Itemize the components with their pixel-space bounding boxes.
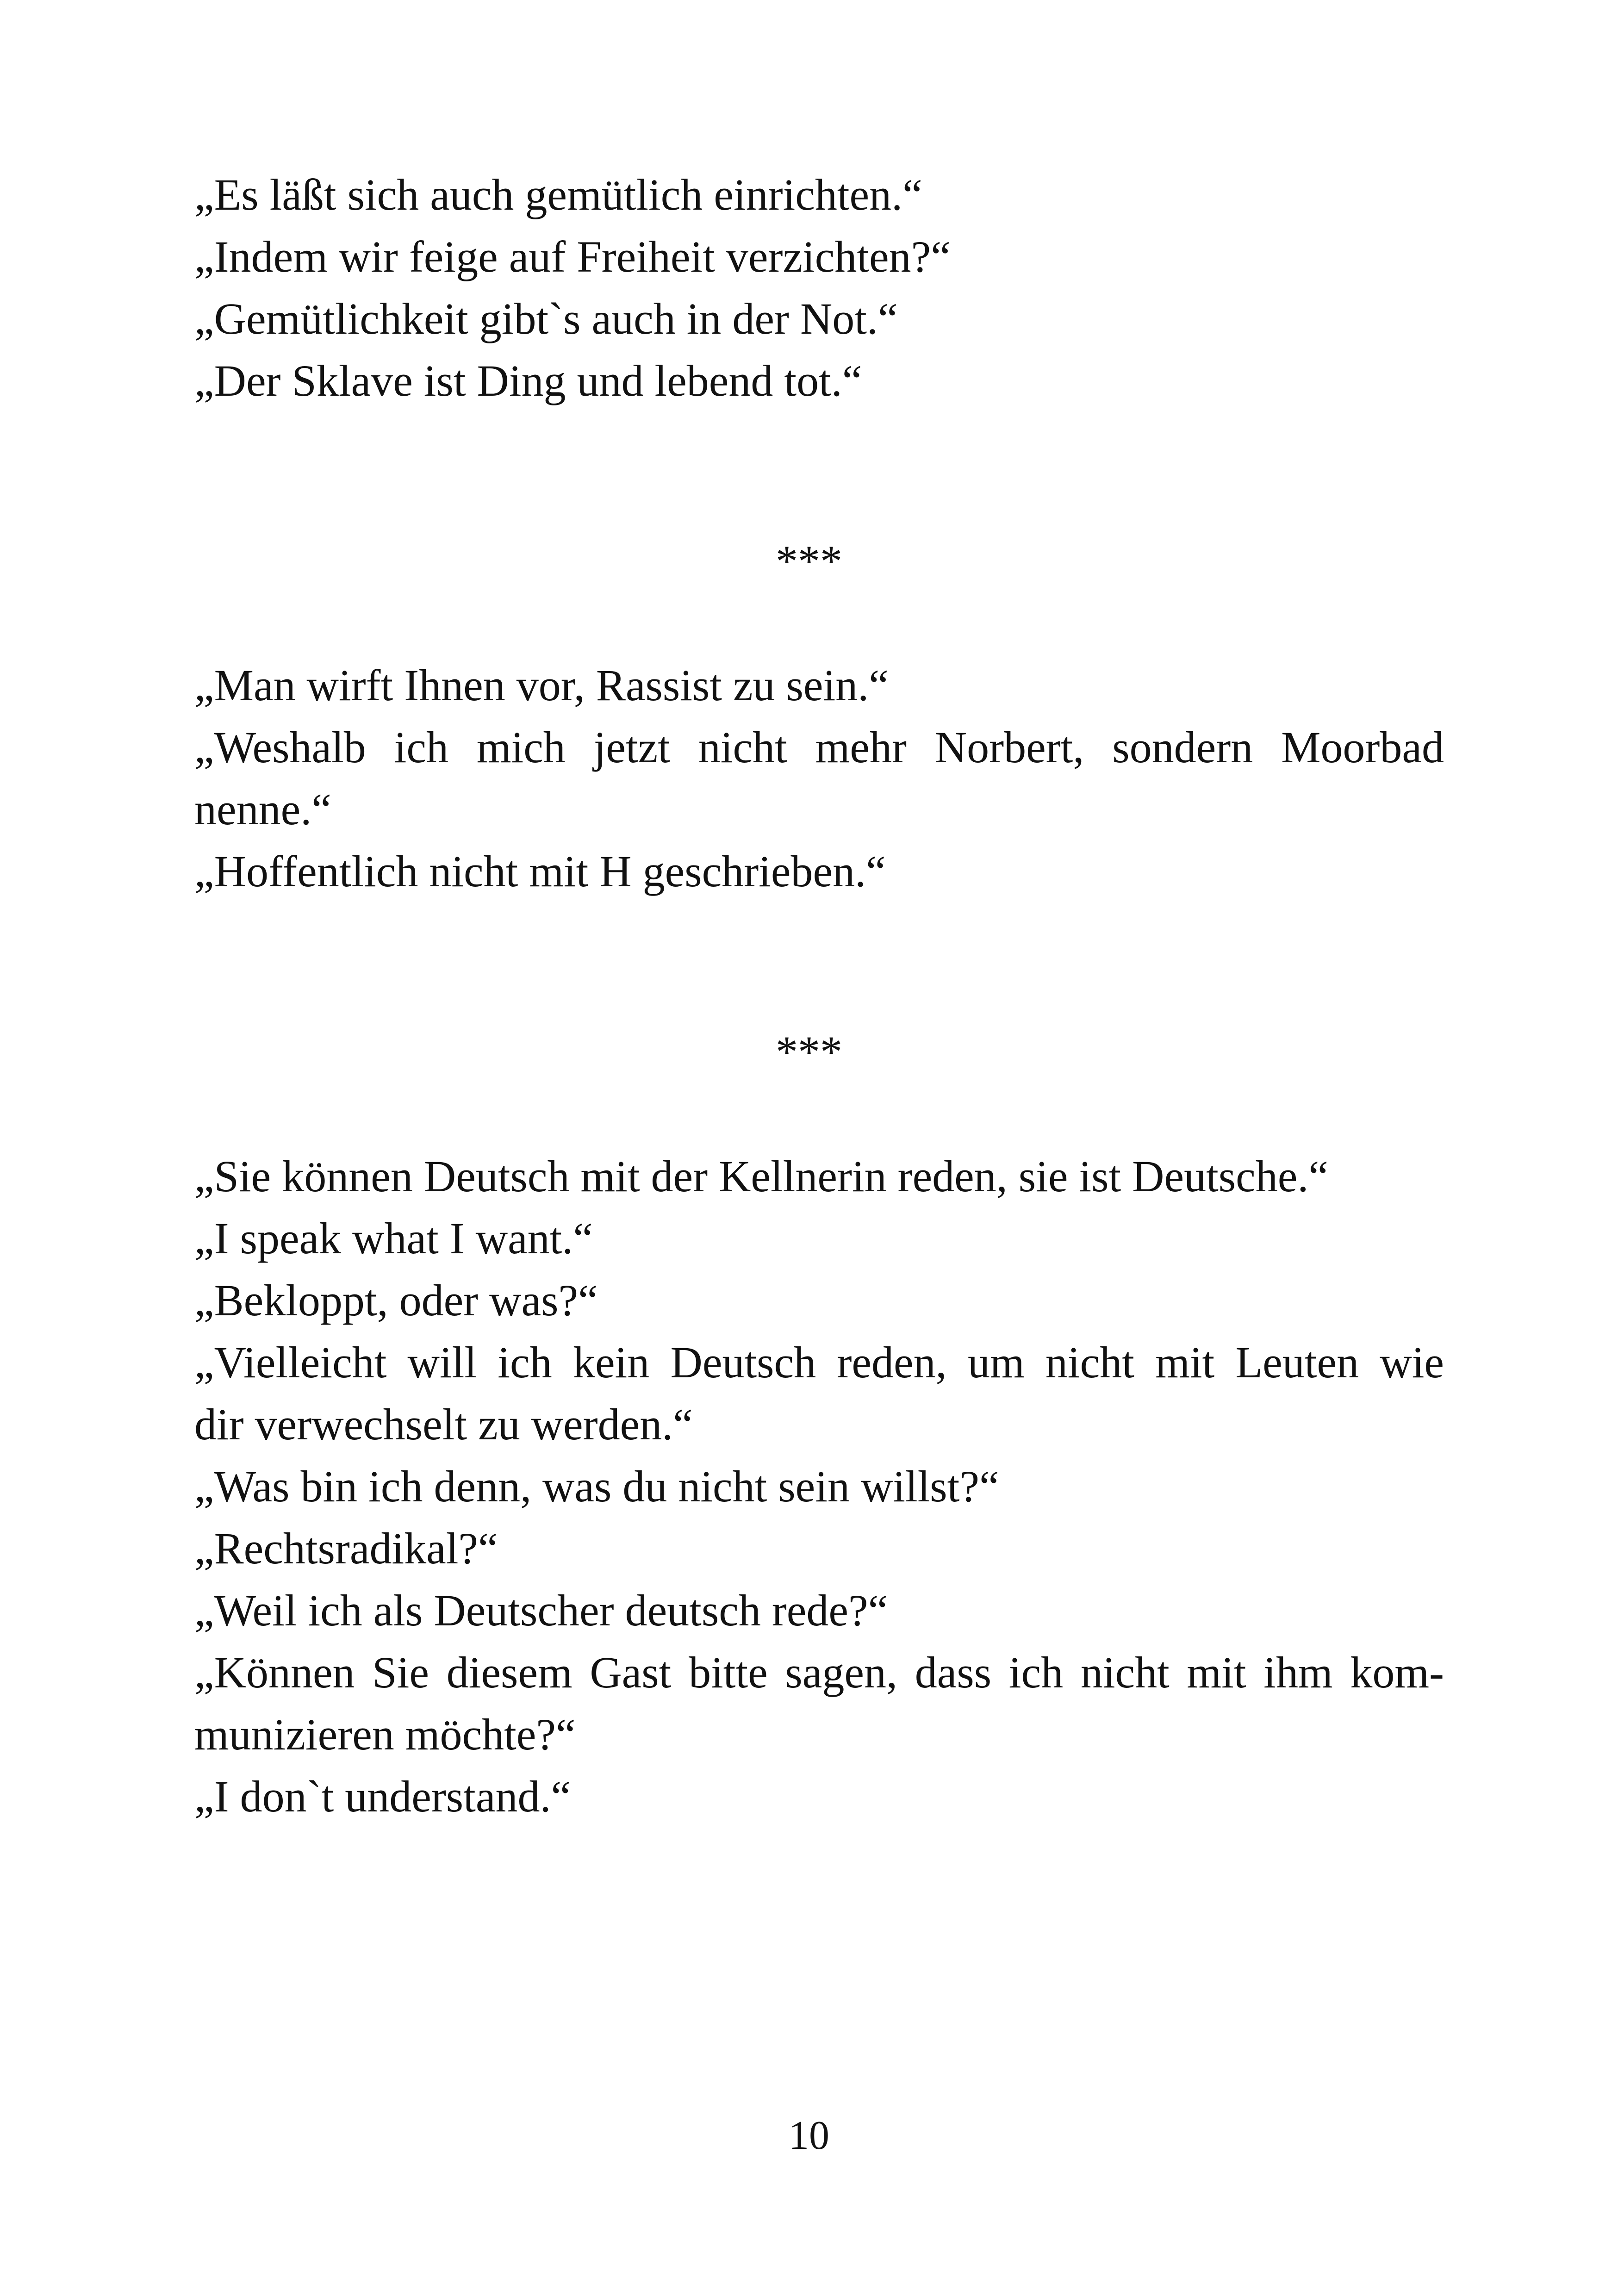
text-line: dir verwechselt zu werden.“ bbox=[194, 1400, 693, 1449]
page-number: 10 bbox=[789, 2113, 829, 2158]
text-line: „Rechtsradikal?“ bbox=[194, 1524, 498, 1573]
text-line: „Können Sie diesem Gast bitte sagen, dass ich nicht mit ihm kom- bbox=[194, 1648, 1444, 1697]
text-line: „Der Sklave ist Ding und lebend tot.“ bbox=[194, 356, 862, 405]
text-line: „Indem wir feige auf Freiheit verzichten?“ bbox=[194, 232, 951, 281]
text-line: munizieren möchte?“ bbox=[194, 1710, 576, 1759]
text-line: „I don`t understand.“ bbox=[194, 1772, 571, 1821]
text-line: „Was bin ich denn, was du nicht sein willst?“ bbox=[194, 1462, 999, 1511]
text-line: „Bekloppt, oder was?“ bbox=[194, 1276, 598, 1325]
text-line: „Hoffentlich nicht mit H geschrieben.“ bbox=[194, 846, 886, 896]
dialogue-section-3 bbox=[194, 1145, 1444, 1828]
text-line: „Gemütlichkeit gibt`s auch in der Not.“ bbox=[194, 294, 898, 343]
text-line: „Man wirft Ihnen vor, Rassist zu sein.“ bbox=[194, 660, 889, 710]
text-line: „I speak what I want.“ bbox=[194, 1213, 593, 1263]
text-line: „Es läßt sich auch gemütlich einrichten.“ bbox=[194, 170, 922, 219]
dialogue-section-2 bbox=[194, 654, 1444, 902]
text-line: „Weil ich als Deutscher deutsch rede?“ bbox=[194, 1586, 888, 1635]
text-line: „Sie können Deutsch mit der Kellnerin reden, sie ist Deutsche.“ bbox=[194, 1151, 1328, 1201]
text-line: „Weshalb ich mich jetzt nicht mehr Norbert, sondern Moorbad bbox=[194, 722, 1444, 772]
section-separator: *** bbox=[776, 536, 842, 586]
text-line: „Vielleicht will ich kein Deutsch reden, um nicht mit Leuten wie bbox=[194, 1338, 1444, 1387]
text-line: nenne.“ bbox=[194, 784, 331, 834]
dialogue-section-1 bbox=[194, 164, 1444, 412]
section-separator: *** bbox=[776, 1027, 842, 1076]
